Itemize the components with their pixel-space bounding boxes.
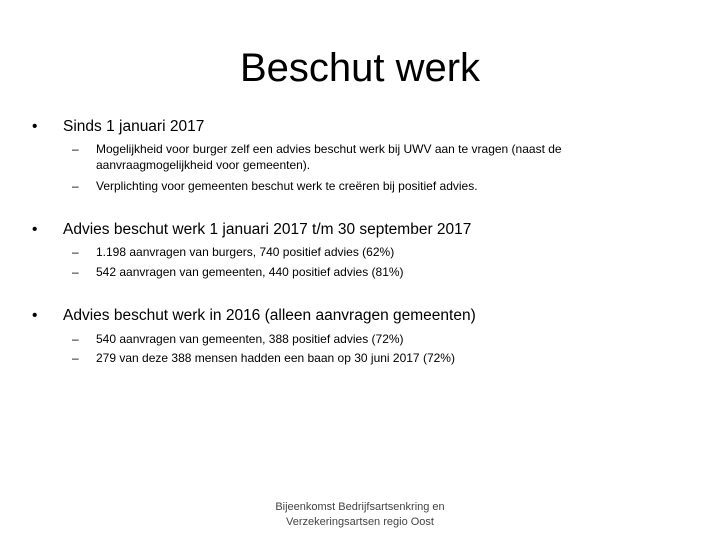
bullet-marker: • xyxy=(32,307,38,324)
bullet-text: Sinds 1 januari 2017 xyxy=(63,118,205,135)
sub-bullet-text: Verplichting voor gemeenten beschut werk te creëren bij positief advies. xyxy=(96,179,478,193)
bullet-marker: • xyxy=(32,221,38,238)
slide-title: Beschut werk xyxy=(239,46,481,90)
sub-bullet-text: 542 aanvragen van gemeenten, 440 positief advies (81%) xyxy=(96,265,404,279)
footer-line: Bijeenkomst Bedrijfsartsenkring en xyxy=(275,501,445,513)
sub-bullet-text: 540 aanvragen van gemeenten, 388 positief advies (72%) xyxy=(96,332,404,346)
sub-bullet-marker: – xyxy=(72,179,79,193)
sub-bullet-marker: – xyxy=(72,265,79,279)
sub-bullet-text: Mogelijkheid voor burger zelf een advies beschut werk bij UWV aan te vragen (naast de aanvraagmogelijkheid voor gemeenten). xyxy=(96,142,562,172)
slide-footer xyxy=(240,500,480,530)
bullet-marker: • xyxy=(32,118,38,135)
bullet-text: Advies beschut werk 1 januari 2017 t/m 30 september 2017 xyxy=(63,221,472,238)
footer-line: Verzekeringsartsen regio Oost xyxy=(286,516,434,528)
sub-bullet-marker: – xyxy=(72,332,79,346)
bullet-text: Advies beschut werk in 2016 (alleen aanvragen gemeenten) xyxy=(63,307,476,324)
sub-bullet-text: 279 van deze 388 mensen hadden een baan op 30 juni 2017 (72%) xyxy=(96,351,455,365)
sub-bullet-marker: – xyxy=(72,351,79,365)
sub-bullet-text: 1.198 aanvragen van burgers, 740 positief advies (62%) xyxy=(96,245,395,259)
sub-bullet-marker: – xyxy=(72,245,79,259)
sub-bullet-marker: – xyxy=(72,142,79,156)
